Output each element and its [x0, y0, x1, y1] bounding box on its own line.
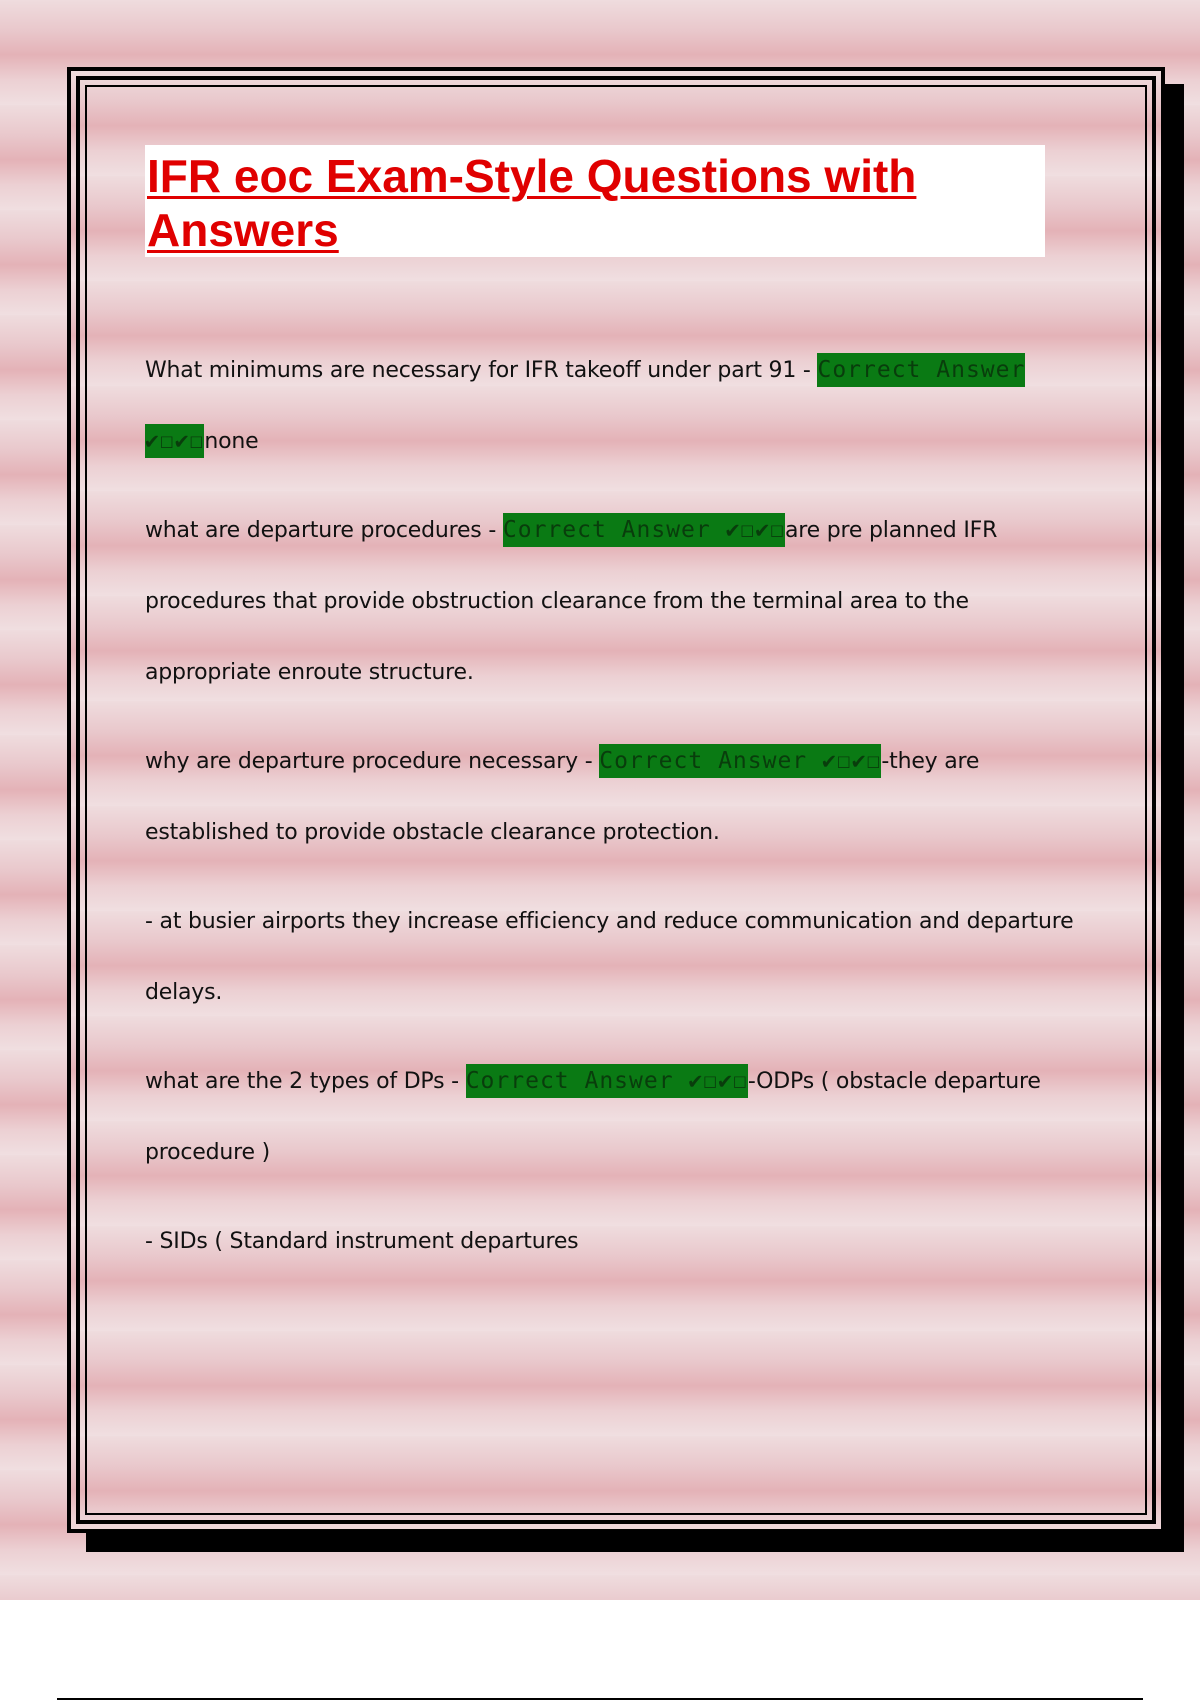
qa-item-1	[145, 335, 1090, 477]
qa-item-3	[145, 726, 1090, 868]
answer-text: -they are established to provide obstacle clearance protection.	[145, 749, 980, 845]
qa-item-4	[145, 1046, 1090, 1188]
correct-answer-marker: Correct Answer ✔☐✔☐	[145, 353, 1025, 458]
question-text: what are departure procedures -	[145, 518, 503, 543]
title-box	[145, 145, 1045, 257]
note-text: - SIDs ( Standard instrument departures	[145, 1229, 579, 1254]
note-text: - at busier airports they increase efficiency and reduce communication and departure delays.	[145, 909, 1074, 1005]
question-text: what are the 2 types of DPs -	[145, 1069, 466, 1094]
question-text: What minimums are necessary for IFR takeoff under part 91 -	[145, 358, 818, 383]
answer-text: none	[204, 429, 259, 454]
correct-answer-marker: Correct Answer ✔☐✔☐	[503, 513, 785, 547]
question-text: why are departure procedure necessary -	[145, 749, 600, 774]
answer-text: -ODPs ( obstacle departure procedure )	[145, 1069, 1041, 1165]
answer-text: are pre planned IFR procedures that provide obstruction clearance from the terminal area to the appropriate enroute structure.	[145, 518, 998, 685]
correct-answer-marker: Correct Answer ✔☐✔☐	[599, 744, 881, 778]
qa-content	[145, 335, 1090, 1295]
qa-item-2	[145, 495, 1090, 708]
correct-answer-marker: Correct Answer ✔☐✔☐	[466, 1064, 748, 1098]
document-title: IFR eoc Exam-Style Questions with Answers	[147, 150, 917, 256]
